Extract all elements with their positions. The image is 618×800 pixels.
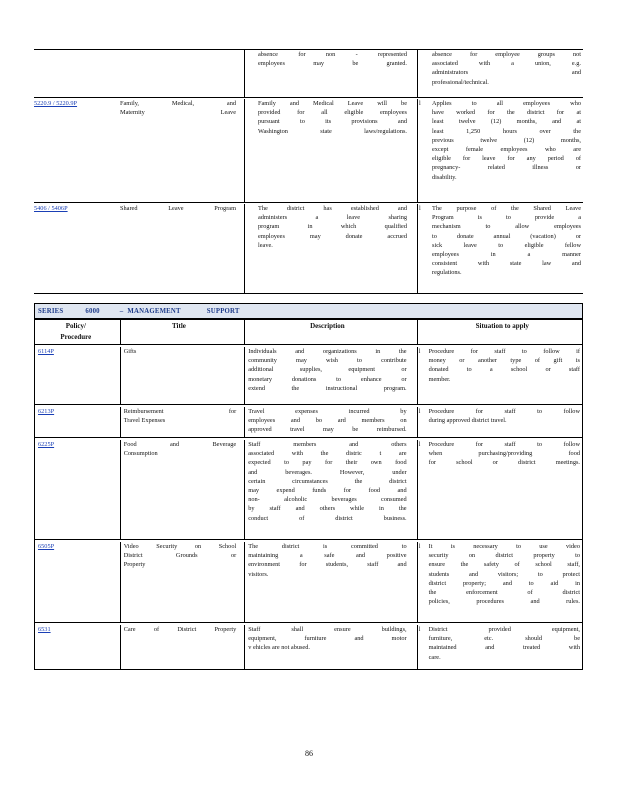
policy-cell bbox=[35, 347, 120, 404]
situation-cell bbox=[417, 50, 583, 97]
situation-line: Program is to provide a bbox=[432, 214, 581, 222]
description-line: extend the instructional program. bbox=[248, 384, 407, 392]
title-cell bbox=[119, 50, 244, 97]
column-header-text: Procedure bbox=[60, 333, 92, 341]
situation-line: Procedure for staff to follow bbox=[428, 441, 580, 448]
title-line: Food and Beverage bbox=[123, 441, 237, 448]
situation-cell bbox=[417, 99, 583, 202]
column-header-text: Policy/ bbox=[65, 322, 86, 330]
description-line: additional supplies, equipment or bbox=[248, 366, 407, 374]
description-line: monetary donations to enhance or bbox=[248, 375, 407, 383]
title-line: Video Security on School bbox=[123, 543, 237, 550]
situation-line: pregnancy- related illness or bbox=[432, 164, 581, 172]
policy-cell bbox=[35, 440, 120, 539]
series-label: SERIES bbox=[38, 308, 64, 315]
title-line: Property bbox=[123, 561, 146, 569]
policy-link-6505p[interactable]: 6505P bbox=[38, 543, 55, 550]
situation-line: least twelve (12) months, and at bbox=[432, 118, 581, 126]
title-line: Care of District Property bbox=[123, 626, 237, 633]
situation-cell bbox=[417, 625, 582, 669]
situation-line: absence for employee groups not bbox=[432, 51, 581, 58]
title-line: Travel Expenses bbox=[123, 417, 166, 425]
title-line: Reimbursement for bbox=[123, 408, 237, 415]
description-line: may expend funds for food and bbox=[248, 487, 407, 495]
description-line: Staff shall ensure buildings, bbox=[248, 626, 407, 633]
situation-line: professional/technical. bbox=[432, 78, 489, 86]
policy-cell bbox=[34, 99, 119, 202]
description-cell bbox=[244, 347, 416, 404]
policy-link-5220-9[interactable]: 5220.9 / 5220.9P bbox=[34, 100, 78, 107]
situation-line: ensure the safety of school staff, bbox=[428, 561, 580, 569]
title-line: Maternity Leave bbox=[120, 109, 236, 117]
description-line: associated with the distric t are bbox=[248, 450, 407, 458]
situation-line: the enforcement of district bbox=[428, 589, 580, 597]
description-line: absence for non - represented bbox=[258, 51, 407, 58]
description-line: by staff and others while in the bbox=[248, 505, 407, 513]
title-cell bbox=[120, 625, 245, 669]
situation-line: policies, procedures and rules. bbox=[428, 598, 580, 606]
situation-cell bbox=[417, 347, 582, 404]
situation-line: security on district property to bbox=[428, 552, 580, 560]
situation-line: sick leave to eligible fellow bbox=[432, 241, 581, 249]
policy-link-6213p[interactable]: 6213P bbox=[38, 408, 55, 415]
situation-line: employees in a manner bbox=[432, 251, 581, 259]
situation-cell bbox=[417, 407, 582, 437]
situation-line: associated with a union, e.g. bbox=[432, 60, 581, 68]
situation-line: money or another type of gift is bbox=[428, 357, 580, 365]
policy-link-5406[interactable]: 5406 / 5406P bbox=[34, 205, 68, 212]
table-row bbox=[34, 50, 583, 97]
situation-line: maintained and treated with bbox=[428, 644, 580, 652]
situation-line: Applies to all employees who bbox=[432, 100, 581, 107]
description-line: Family and Medical Leave will be bbox=[258, 100, 407, 107]
title-cell bbox=[120, 347, 245, 404]
table-row bbox=[35, 540, 582, 623]
policy-cell bbox=[35, 407, 120, 437]
description-cell bbox=[244, 50, 417, 97]
title-line: District Grounds or bbox=[123, 552, 237, 560]
bullet-icon: l bbox=[418, 626, 421, 633]
situation-line: previous twelve (12) months, bbox=[432, 136, 581, 144]
description-line: certain circumstances the district bbox=[248, 477, 407, 485]
situation-cell bbox=[417, 542, 582, 622]
column-header-title: Title bbox=[120, 320, 245, 344]
description-line: The district is committed to bbox=[248, 543, 407, 550]
situation-line: administrators and bbox=[432, 69, 581, 77]
situation-cell bbox=[417, 440, 582, 539]
situation-line: to donate annual (vacation) or bbox=[432, 232, 581, 240]
description-line: employees may be granted. bbox=[258, 60, 407, 68]
bullet-icon: l bbox=[418, 348, 421, 355]
situation-line: member. bbox=[428, 375, 451, 383]
situation-line: Procedure for staff to follow if bbox=[428, 348, 580, 355]
situation-line: disability. bbox=[432, 173, 457, 181]
policy-cell bbox=[34, 204, 119, 293]
description-line: expected to pay for their own food bbox=[248, 459, 407, 467]
situation-line: Procedure for staff to follow bbox=[428, 408, 580, 415]
policy-link-6531[interactable]: 6531 bbox=[38, 626, 51, 633]
leave-policies-table bbox=[34, 49, 583, 294]
series-header bbox=[35, 304, 582, 320]
description-line: conduct of district business. bbox=[248, 514, 407, 522]
table-row bbox=[34, 202, 583, 294]
table-row bbox=[35, 345, 582, 405]
description-line: approved travel may be reimbursed. bbox=[248, 426, 407, 434]
situation-line: least 1,250 hours over the bbox=[432, 127, 581, 135]
series-dash: – bbox=[119, 308, 124, 315]
page-number: 86 bbox=[305, 749, 313, 758]
bullet-icon: l bbox=[419, 100, 421, 107]
series-number: 6000 bbox=[85, 308, 100, 315]
title-line: Consumption bbox=[123, 450, 158, 458]
title-cell bbox=[120, 542, 245, 622]
description-cell bbox=[244, 204, 417, 293]
situation-line: consistent with state law and bbox=[432, 260, 581, 268]
description-line: pursuant to its provisions and bbox=[258, 118, 407, 126]
policy-cell bbox=[35, 542, 120, 622]
description-line: maintaining a safe and positive bbox=[248, 552, 407, 560]
situation-line: The purpose of the Shared Leave bbox=[432, 205, 581, 212]
description-line: environment for students, staff and bbox=[248, 561, 407, 569]
title-cell bbox=[119, 204, 244, 293]
situation-line: for school or district meetings. bbox=[428, 459, 580, 467]
description-line: program in which qualified bbox=[258, 223, 407, 231]
description-line: Individuals and organizations in the bbox=[248, 348, 407, 355]
column-header-situation: Situation to apply bbox=[417, 320, 582, 344]
situation-line: students and visitors; to protect bbox=[428, 570, 580, 578]
title-cell bbox=[119, 99, 244, 202]
description-cell bbox=[244, 407, 416, 437]
policy-cell bbox=[34, 50, 119, 97]
situation-line: It is necessary to use video bbox=[428, 543, 580, 550]
situation-line: have worked for the district for at bbox=[432, 109, 581, 117]
description-line: employees and bo ard members on bbox=[248, 417, 407, 425]
title-cell bbox=[120, 440, 245, 539]
title-line: Shared Leave Program bbox=[120, 205, 236, 212]
description-line: v ehicles are not abused. bbox=[248, 644, 310, 652]
bullet-icon: l bbox=[418, 408, 421, 415]
series-name-word: MANAGEMENT bbox=[127, 308, 181, 315]
description-line: employees may donate accrued bbox=[258, 232, 407, 240]
table-row bbox=[35, 438, 582, 540]
bullet-icon: l bbox=[418, 543, 421, 550]
description-cell bbox=[244, 542, 416, 622]
situation-line: during approved district travel. bbox=[428, 417, 507, 425]
description-line: administers a leave sharing bbox=[258, 214, 407, 222]
policy-cell bbox=[35, 625, 120, 669]
situation-line: furniture, etc. should be bbox=[428, 635, 580, 643]
bullet-icon: l bbox=[418, 441, 421, 448]
series-name-word: SUPPORT bbox=[206, 308, 240, 315]
description-line: visitors. bbox=[248, 570, 269, 578]
bullet-icon: l bbox=[419, 205, 421, 212]
description-line: non- alcoholic beverages consumed bbox=[248, 496, 407, 504]
situation-line: district property; and to aid in bbox=[428, 579, 580, 587]
description-cell bbox=[244, 99, 417, 202]
situation-line: eligible for leave for any period of bbox=[432, 155, 581, 163]
description-cell bbox=[244, 625, 416, 669]
situation-line: donated to a school or staff bbox=[428, 366, 580, 374]
title-line: Family, Medical, and bbox=[120, 100, 236, 107]
situation-cell bbox=[417, 204, 583, 293]
description-line: Washington state laws/regulations. bbox=[258, 127, 407, 135]
title-cell bbox=[120, 407, 245, 437]
table-row bbox=[35, 405, 582, 438]
policy-link-6225p[interactable]: 6225P bbox=[38, 441, 55, 448]
situation-line: regulations. bbox=[432, 269, 462, 277]
description-line: provided for all eligible employees bbox=[258, 109, 407, 117]
table-row bbox=[34, 97, 583, 202]
description-line: The district has established and bbox=[258, 205, 407, 212]
description-line: Staff members and others bbox=[248, 441, 407, 448]
description-line: community may wish to contribute bbox=[248, 357, 407, 365]
table-row bbox=[35, 623, 582, 669]
situation-line: when purchasing/providing food bbox=[428, 450, 580, 458]
situation-line: District provided equipment, bbox=[428, 626, 580, 633]
title-line: Gifts bbox=[123, 348, 137, 355]
column-header-row bbox=[35, 320, 582, 345]
description-line: and beverages. However, under bbox=[248, 468, 407, 476]
column-header-description: Description bbox=[244, 320, 416, 344]
situation-line: care. bbox=[428, 653, 441, 661]
policy-link-6114p[interactable]: 6114P bbox=[38, 348, 54, 355]
description-line: equipment, furniture and motor bbox=[248, 635, 407, 643]
description-line: Travel expenses incurred by bbox=[248, 408, 407, 415]
description-cell bbox=[244, 440, 416, 539]
description-line: leave. bbox=[258, 241, 273, 249]
series-6000-table bbox=[34, 303, 583, 670]
situation-line: mechanism to allow employees bbox=[432, 223, 581, 231]
column-header-policy bbox=[35, 320, 120, 344]
situation-line: except female employees who are bbox=[432, 146, 581, 154]
